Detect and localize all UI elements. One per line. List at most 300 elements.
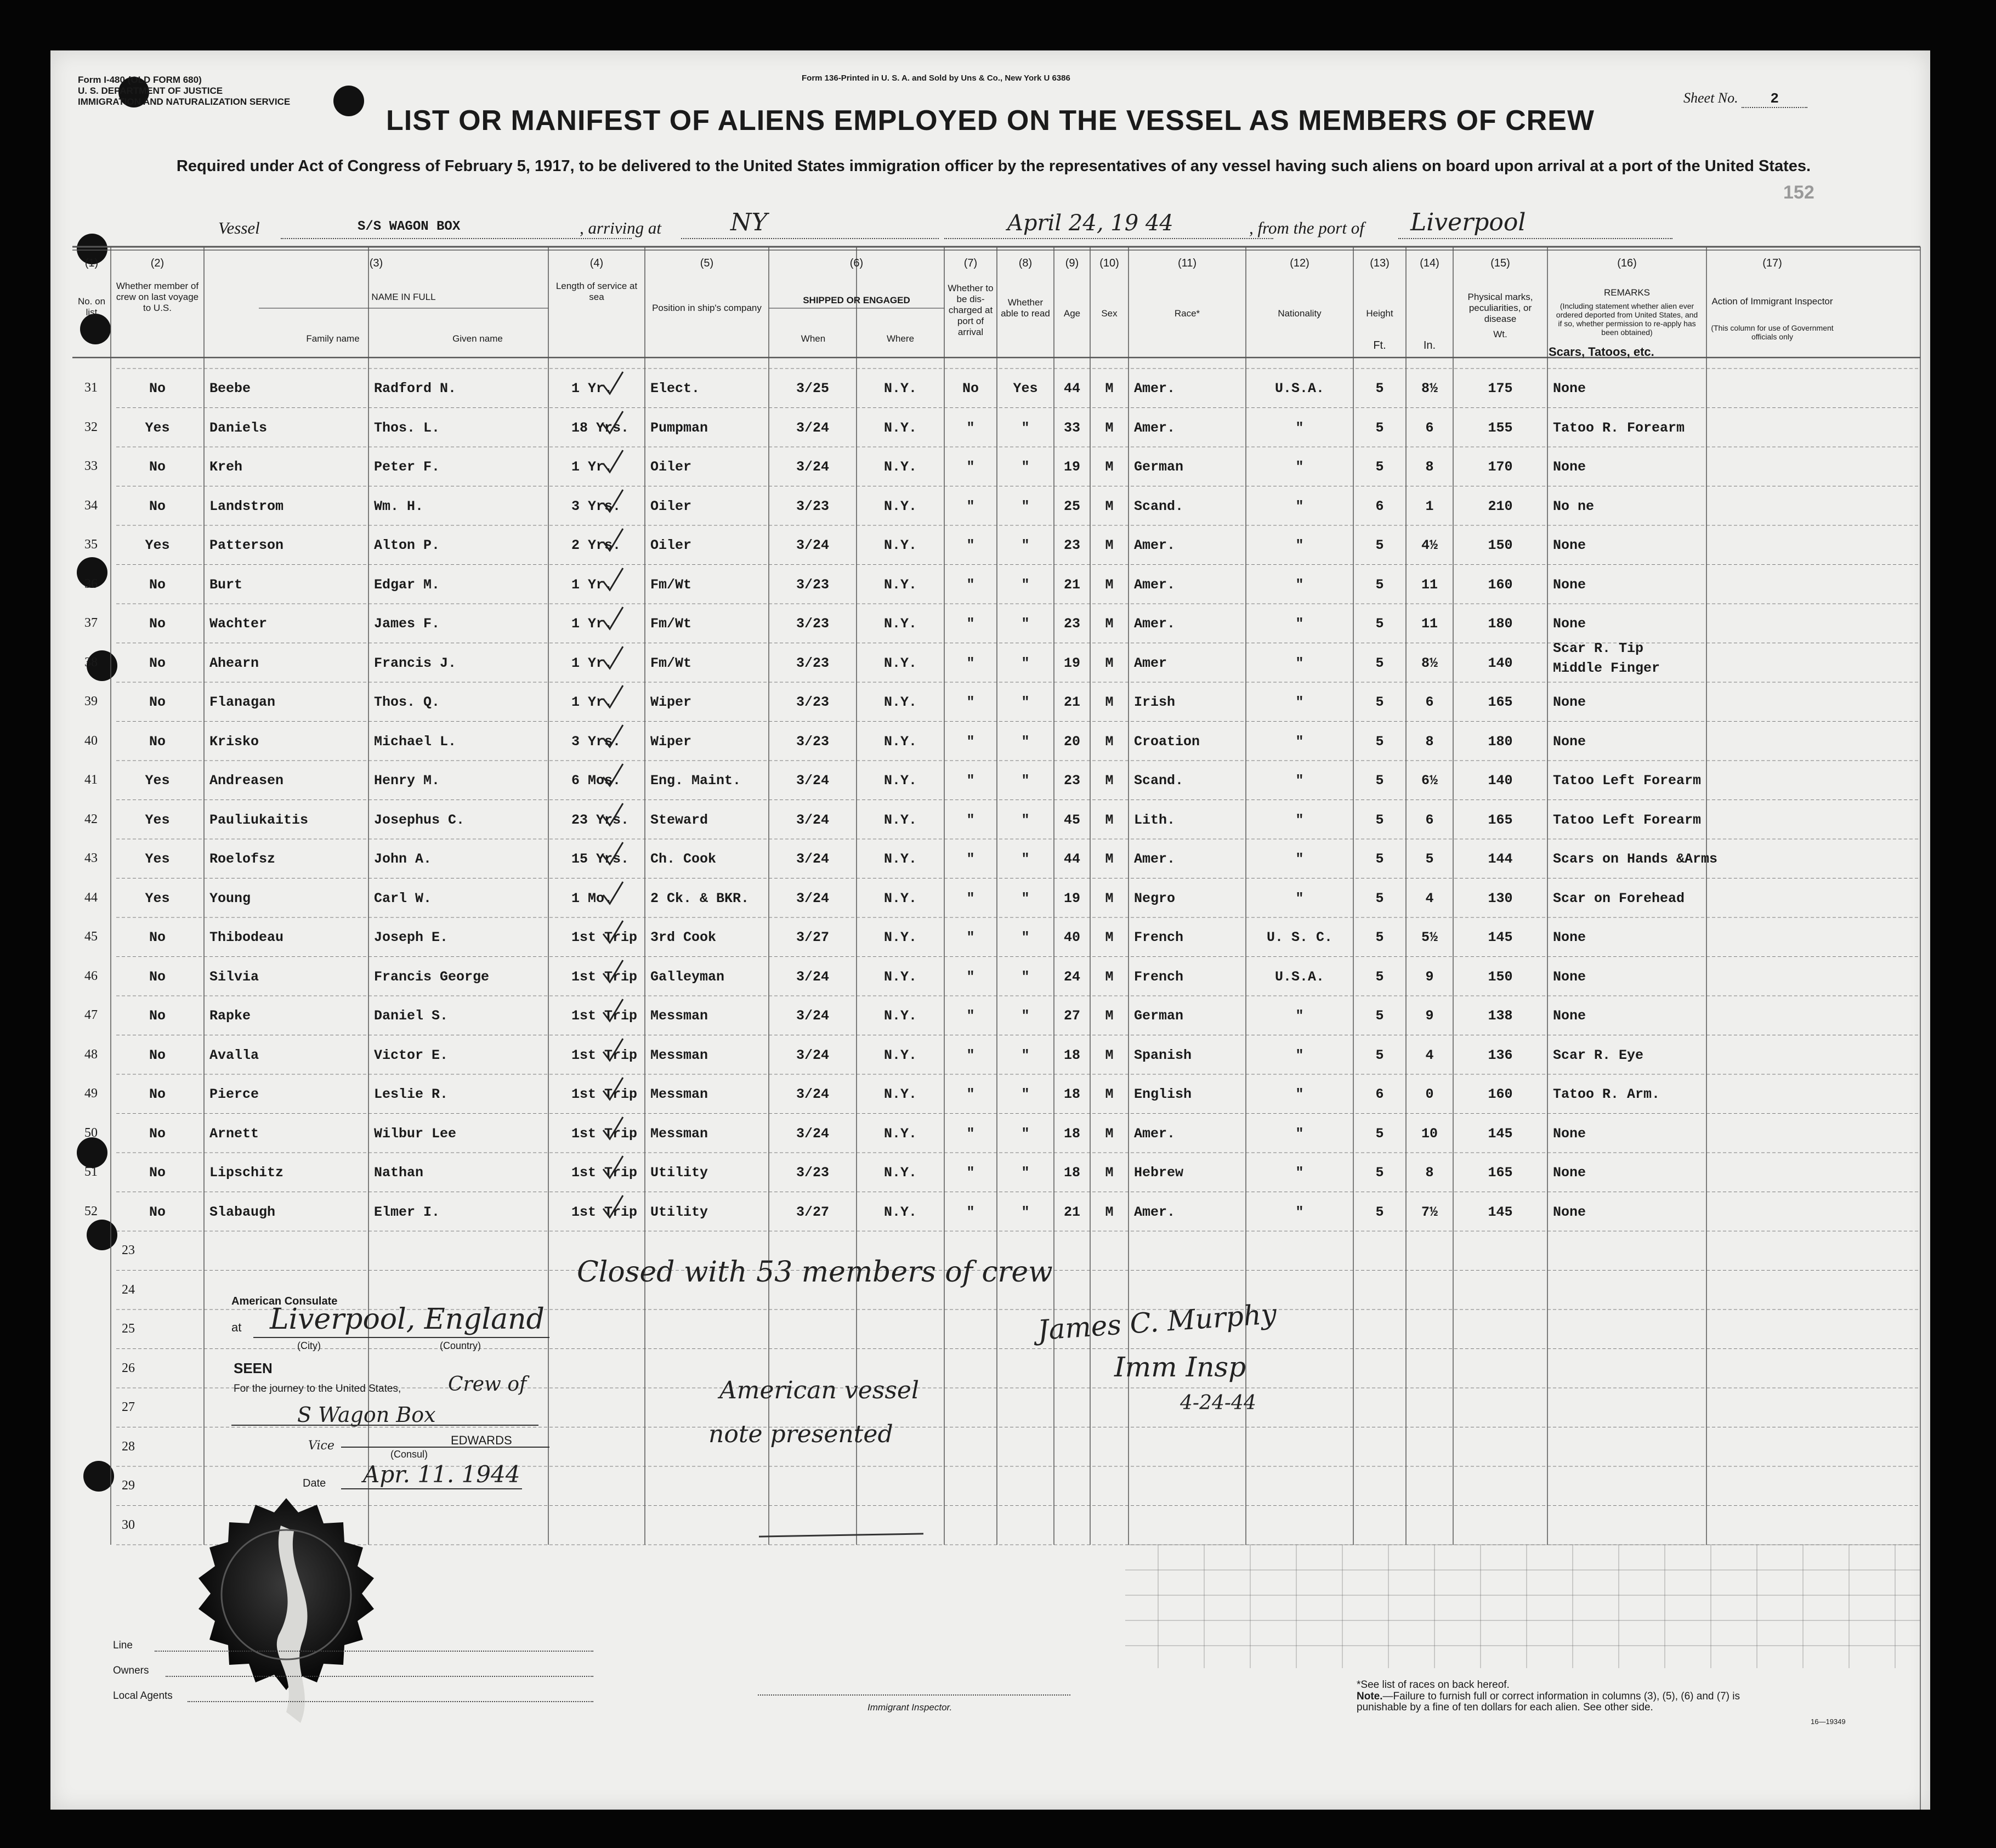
cell-read: " [1021, 616, 1030, 632]
cell-remarks: No ne [1553, 498, 1595, 514]
cell-read: " [1021, 420, 1030, 436]
cell-service: 1 Yr. [571, 459, 613, 475]
cell-disch: " [966, 812, 975, 828]
cell-read: " [1021, 929, 1030, 945]
checkmark-icon [602, 1194, 624, 1220]
cell-disch: " [966, 1165, 975, 1181]
column-number-c5: (5) [700, 257, 714, 269]
form-id: Form I-480 (OLD FORM 680) U. S. DEPARTMENT OF JUSTICE IMMIGRATION AND NATURALIZATION SERVICE [78, 75, 291, 107]
cell-sex: M [1105, 1047, 1114, 1063]
city-label: (City) [297, 1340, 321, 1351]
cell-ft: 5 [1375, 1204, 1384, 1220]
cell-where: N.Y. [883, 733, 917, 750]
empty-row-number: 29 [122, 1478, 135, 1493]
cell-family: Avalla [209, 1047, 259, 1063]
col-no-on-list: No. on list [77, 296, 106, 318]
consul-label: (Consul) [390, 1449, 428, 1460]
cell-prev: No [149, 1008, 166, 1024]
cell-no: 44 [84, 890, 98, 905]
col-height: Height [1366, 308, 1393, 319]
cell-prev: No [149, 1204, 166, 1220]
cell-wt: 210 [1488, 498, 1513, 514]
cell-disch: " [966, 929, 975, 945]
cell-service: 15 Yrs. [571, 851, 630, 867]
checkmark-icon [602, 528, 624, 553]
cell-when: 3/23 [796, 1165, 829, 1181]
cell-service: 1 Yr. [571, 655, 613, 671]
punch-hole [80, 314, 111, 344]
cell-read: " [1021, 1125, 1030, 1142]
cell-family: Pierce [209, 1086, 259, 1102]
cell-given: Josephus C. [374, 812, 465, 828]
cell-read: " [1021, 1008, 1030, 1024]
cell-wt: 150 [1488, 537, 1513, 553]
cell-prev: Yes [145, 851, 170, 867]
cell-where: N.Y. [883, 890, 917, 906]
cell-family: Kreh [209, 459, 243, 475]
cell-remarks: None [1553, 968, 1586, 985]
cell-where: N.Y. [883, 498, 917, 514]
cell-no: 50 [84, 1125, 98, 1140]
cell-in: 6 [1425, 694, 1434, 710]
cell-where: N.Y. [883, 812, 917, 828]
from-port-label: , from the port of [1249, 218, 1364, 237]
cell-remarks: None [1553, 537, 1586, 553]
cell-race: Negro [1134, 890, 1176, 906]
cell-age: 18 [1063, 1047, 1080, 1063]
cell-no: 48 [84, 1047, 98, 1062]
cell-when: 3/24 [796, 537, 829, 553]
checkmark-icon [602, 645, 624, 671]
cell-when: 3/24 [796, 420, 829, 436]
cell-no: 34 [84, 498, 98, 513]
consulate-city: Liverpool, England [270, 1303, 545, 1336]
cell-no: 42 [84, 812, 98, 826]
cell-where: N.Y. [883, 537, 917, 553]
cell-ft: 5 [1375, 1008, 1384, 1024]
cell-disch: " [966, 616, 975, 632]
cell-prev: No [149, 968, 166, 985]
footer-owners-label: Owners [113, 1665, 149, 1676]
cell-service: 1st Trip [571, 1125, 638, 1142]
empty-row-number: 27 [122, 1400, 135, 1414]
vice-label: Vice [308, 1439, 334, 1453]
journey-label: For the journey to the United States, [234, 1383, 401, 1394]
cell-nat: " [1295, 733, 1304, 750]
checkmark-icon [602, 410, 624, 435]
cell-service: 1st Trip [571, 1086, 638, 1102]
cell-given: Edgar M. [374, 576, 440, 593]
cell-prev: No [149, 459, 166, 475]
cell-read: " [1021, 890, 1030, 906]
page-stamp: 152 [1783, 182, 1814, 203]
cell-remarks: Tatoo R. Forearm [1553, 420, 1685, 436]
cell-given: Peter F. [374, 459, 440, 475]
cell-age: 18 [1063, 1086, 1080, 1102]
cell-position: Messman [650, 1047, 708, 1063]
cell-read: " [1021, 1086, 1030, 1102]
cell-when: 3/23 [796, 498, 829, 514]
column-number-c3: (3) [369, 257, 383, 269]
consulate-heading: American Consulate [231, 1295, 338, 1307]
cell-race: Croation [1134, 733, 1200, 750]
journey-vessel: S Wagon Box [297, 1403, 436, 1427]
cell-remarks: None [1553, 1165, 1586, 1181]
cell-position: Oiler [650, 498, 692, 514]
cell-sex: M [1105, 929, 1114, 945]
cell-family: Krisko [209, 733, 259, 750]
cell-prev: No [149, 616, 166, 632]
sheet-number-value: 2 [1742, 90, 1807, 108]
cell-sex: M [1105, 616, 1114, 632]
empty-row-number: 30 [122, 1517, 135, 1532]
cell-no: 52 [84, 1204, 98, 1218]
cell-no: 41 [84, 773, 98, 787]
col-position: Position in ship's company [652, 303, 762, 313]
cell-position: Utility [650, 1204, 708, 1220]
cell-service: 1 Mo. [571, 890, 613, 906]
cell-sex: M [1105, 537, 1114, 553]
cell-disch: " [966, 420, 975, 436]
cell-remarks: None [1553, 733, 1586, 750]
cell-nat: " [1295, 851, 1304, 867]
cell-in: 4½ [1421, 537, 1438, 553]
cell-age: 19 [1063, 655, 1080, 671]
col-where: Where [886, 333, 915, 344]
cell-wt: 165 [1488, 694, 1513, 710]
cell-where: N.Y. [883, 1204, 917, 1220]
cell-nat: " [1295, 1165, 1304, 1181]
col-race: Race* [1174, 308, 1200, 319]
cell-wt: 136 [1488, 1047, 1513, 1063]
cell-disch: " [966, 851, 975, 867]
checkmark-icon [602, 489, 624, 514]
cell-age: 40 [1063, 929, 1080, 945]
cell-age: 25 [1063, 498, 1080, 514]
cell-given: Michael L. [374, 733, 457, 750]
cell-family: Andreasen [209, 773, 284, 789]
closed-note: Closed with 53 members of crew [577, 1256, 1053, 1289]
cell-read: " [1021, 733, 1030, 750]
cell-position: Utility [650, 1165, 708, 1181]
cell-sex: M [1105, 773, 1114, 789]
cell-age: 45 [1063, 812, 1080, 828]
cell-in: 4 [1425, 1047, 1434, 1063]
cell-age: 21 [1063, 1204, 1080, 1220]
cell-nat: U.S.A. [1274, 968, 1324, 985]
col-when: When [801, 333, 826, 344]
cell-sex: M [1105, 968, 1114, 985]
cell-nat: " [1295, 537, 1304, 553]
column-number-c14: (14) [1420, 257, 1439, 269]
empty-row-number: 25 [122, 1322, 135, 1336]
cell-race: Amer. [1134, 576, 1176, 593]
cell-wt: 180 [1488, 733, 1513, 750]
cell-given: Nathan [374, 1165, 424, 1181]
cell-disch: " [966, 459, 975, 475]
cell-where: N.Y. [883, 694, 917, 710]
cell-service: 1 Yr. [571, 381, 613, 396]
immigrant-inspector-label: Immigrant Inspector. [867, 1702, 952, 1713]
cell-family: Rapke [209, 1008, 251, 1024]
col-family-name: Family name [306, 333, 360, 344]
cell-in: 8 [1425, 733, 1434, 750]
cell-no: 37 [84, 616, 98, 630]
cell-race: Scand. [1134, 773, 1184, 789]
cell-read: " [1021, 498, 1030, 514]
cell-nat: U. S. C. [1266, 929, 1333, 945]
cell-ft: 5 [1375, 537, 1384, 553]
cell-age: 44 [1063, 851, 1080, 867]
cell-ft: 5 [1375, 420, 1384, 436]
cell-nat: " [1295, 1204, 1304, 1220]
cell-disch: " [966, 1008, 975, 1024]
cell-in: 6 [1425, 420, 1434, 436]
cell-where: N.Y. [883, 968, 917, 985]
cell-given: Thos. Q. [374, 694, 440, 710]
cell-age: 21 [1063, 576, 1080, 593]
cell-sex: M [1105, 381, 1114, 396]
cell-race: Hebrew [1134, 1165, 1184, 1181]
col-scars: Scars, Tatoos, etc. [1549, 345, 1654, 359]
cell-position: 2 Ck. & BKR. [650, 890, 750, 906]
cell-no: 38 [84, 655, 98, 670]
col-height-in: In. [1423, 339, 1436, 352]
cell-wt: 170 [1488, 459, 1513, 475]
cell-service: 1st Trip [571, 1047, 638, 1063]
cell-where: N.Y. [883, 1008, 917, 1024]
cell-age: 23 [1063, 537, 1080, 553]
cell-age: 21 [1063, 694, 1080, 710]
journey-crew: Crew of [448, 1373, 527, 1396]
cell-given: Francis George [374, 968, 490, 985]
consulate-date: Apr. 11. 1944 [363, 1461, 520, 1488]
cell-prev: No [149, 694, 166, 710]
column-number-c6: (6) [849, 257, 864, 269]
cell-no: 46 [84, 968, 98, 983]
cell-race: Amer. [1134, 851, 1176, 867]
cell-when: 3/27 [796, 1204, 829, 1220]
column-number-c9: (9) [1065, 257, 1079, 269]
cell-ft: 5 [1375, 733, 1384, 750]
date-label: Date [303, 1477, 326, 1489]
cell-family: Flanagan [209, 694, 276, 710]
cell-given: James F. [374, 616, 440, 632]
cell-where: N.Y. [883, 851, 917, 867]
cell-no: 49 [84, 1086, 98, 1101]
cell-given: Wilbur Lee [374, 1125, 457, 1142]
cell-position: Fm/Wt [650, 616, 692, 632]
cell-remarks: Tatoo Left Forearm [1553, 812, 1702, 828]
cell-disch: " [966, 576, 975, 593]
cell-wt: 145 [1488, 1125, 1513, 1142]
cell-nat: " [1295, 694, 1304, 710]
cell-when: 3/24 [796, 459, 829, 475]
cell-service: 1 Yr. [571, 694, 613, 710]
cell-when: 3/24 [796, 812, 829, 828]
col-sex: Sex [1101, 308, 1118, 319]
cell-service: 3 Yrs. [571, 733, 621, 750]
page-title: LIST OR MANIFEST OF ALIENS EMPLOYED ON THE VESSEL AS MEMBERS OF CREW [386, 105, 1595, 137]
empty-row-number: 26 [122, 1361, 135, 1375]
consul-name: EDWARDS [451, 1433, 512, 1447]
cell-ft: 5 [1375, 1047, 1384, 1063]
cell-position: Messman [650, 1008, 708, 1024]
cell-when: 3/24 [796, 1086, 829, 1102]
column-number-c7: (7) [963, 257, 978, 269]
cell-service: 1st Trip [571, 1008, 638, 1024]
cell-service: 1 Yr. [571, 616, 613, 632]
cell-race: Amer. [1134, 616, 1176, 632]
cell-age: 23 [1063, 616, 1080, 632]
cell-prev: No [149, 1125, 166, 1142]
cell-given: Carl W. [374, 890, 432, 906]
cell-given: John A. [374, 851, 432, 867]
cell-age: 44 [1063, 381, 1080, 396]
column-number-c16: (16) [1617, 257, 1637, 269]
cell-disch: " [966, 1204, 975, 1220]
cell-sex: M [1105, 851, 1114, 867]
cell-no: 45 [84, 929, 98, 944]
cell-prev: No [149, 498, 166, 514]
cell-given: Daniel S. [374, 1008, 449, 1024]
cell-disch: " [966, 694, 975, 710]
cell-no: 33 [84, 459, 98, 473]
cell-read: " [1021, 773, 1030, 789]
cell-wt: 165 [1488, 1165, 1513, 1181]
cell-race: French [1134, 929, 1184, 945]
cell-nat: " [1295, 576, 1304, 593]
arriving-value: NY [730, 208, 768, 236]
col-name-in-full: NAME IN FULL [371, 292, 436, 302]
cell-wt: 175 [1488, 381, 1513, 396]
cell-wt: 160 [1488, 576, 1513, 593]
cell-no: 51 [84, 1165, 98, 1179]
cell-ft: 5 [1375, 968, 1384, 985]
cell-nat: " [1295, 498, 1304, 514]
col-service: Length of service at sea [555, 281, 638, 302]
cell-wt: 144 [1488, 851, 1513, 867]
cell-prev: Yes [145, 890, 170, 906]
cell-remarks: Scar on Forehead [1553, 890, 1685, 906]
cell-nat: " [1295, 1047, 1304, 1063]
cell-sex: M [1105, 655, 1114, 671]
cell-remarks: Scar R. Eye [1553, 1047, 1644, 1063]
cell-service: 3 Yrs. [571, 498, 621, 514]
cell-where: N.Y. [883, 1047, 917, 1063]
cell-remarks: None [1553, 616, 1586, 632]
cell-wt: 150 [1488, 968, 1513, 985]
cell-read: " [1021, 655, 1030, 671]
cell-service: 18 Yrs. [571, 420, 630, 436]
cell-prev: Yes [145, 773, 170, 789]
column-number-c4: (4) [589, 257, 604, 269]
cell-disch: " [966, 1125, 975, 1142]
cell-when: 3/27 [796, 929, 829, 945]
cell-when: 3/24 [796, 1008, 829, 1024]
cell-position: Wiper [650, 733, 692, 750]
cell-race: French [1134, 968, 1184, 985]
cell-remarks: None [1553, 1125, 1586, 1142]
manifest-sheet [50, 50, 1930, 1810]
cell-in: 6 [1425, 812, 1434, 828]
cell-position: Ch. Cook [650, 851, 717, 867]
cell-when: 3/23 [796, 576, 829, 593]
cell-race: Amer. [1134, 537, 1176, 553]
cell-ft: 5 [1375, 616, 1384, 632]
col-remarks-note: (Including statement whether alien ever ordered deported from United States, and if so, whether permission to re-apply has been obtained) [1556, 302, 1698, 337]
cell-family: Slabaugh [209, 1204, 276, 1220]
inspector-date: 4-24-44 [1180, 1392, 1256, 1414]
pen-stroke [759, 1533, 923, 1537]
col-age: Age [1063, 308, 1081, 319]
cell-race: Amer. [1134, 381, 1176, 396]
footer-agents-label: Local Agents [113, 1690, 173, 1702]
cell-family: Daniels [209, 420, 268, 436]
cell-disch: " [966, 773, 975, 789]
fine-note: Note.—Failure to furnish full or correct information in columns (3), (5), (6) and (7) is punishable by a fine of ten dollars for each alien. See other side. [1357, 1691, 1740, 1713]
cell-age: 18 [1063, 1125, 1080, 1142]
cell-service: 23 Yrs. [571, 812, 630, 828]
cell-given: Alton P. [374, 537, 440, 553]
cell-read: " [1021, 851, 1030, 867]
cell-read: " [1021, 968, 1030, 985]
cell-given: Radford N. [374, 381, 457, 396]
cell-remarks: None [1553, 381, 1586, 396]
cell-nat: " [1295, 616, 1304, 632]
cell-where: N.Y. [883, 381, 917, 396]
cell-race: Amer. [1134, 420, 1176, 436]
cell-when: 3/23 [796, 616, 829, 632]
consulate-seal [177, 1493, 396, 1734]
cell-read: " [1021, 1047, 1030, 1063]
cell-read: " [1021, 694, 1030, 710]
cell-ft: 6 [1375, 1086, 1384, 1102]
cell-in: 8 [1425, 459, 1434, 475]
cell-in: 7½ [1421, 1204, 1438, 1220]
punch-hole [83, 1461, 114, 1492]
cell-service: 1st Trip [571, 1165, 638, 1181]
cell-prev: No [149, 733, 166, 750]
cell-sex: M [1105, 890, 1114, 906]
cell-when: 3/24 [796, 1125, 829, 1142]
checkmark-icon [602, 998, 624, 1023]
checkmark-icon [602, 763, 624, 788]
cell-nat: " [1295, 812, 1304, 828]
cell-race: Irish [1134, 694, 1176, 710]
cell-sex: M [1105, 733, 1114, 750]
cell-remarks: None [1553, 576, 1586, 593]
cell-in: 11 [1421, 616, 1438, 632]
cell-sex: M [1105, 1204, 1114, 1220]
checkmark-icon [602, 684, 624, 710]
checkmark-icon [602, 371, 624, 396]
cell-read: " [1021, 1165, 1030, 1181]
cell-nat: " [1295, 420, 1304, 436]
cell-when: 3/24 [796, 1047, 829, 1063]
cell-in: 10 [1421, 1125, 1438, 1142]
vessel-name: S/S WAGON BOX [358, 219, 461, 234]
cell-wt: 145 [1488, 1204, 1513, 1220]
cell-ft: 5 [1375, 381, 1384, 396]
cell-nat: " [1295, 1008, 1304, 1024]
cell-remarks: Scar R. Tip Middle Finger [1553, 640, 1660, 676]
cell-sex: M [1105, 420, 1114, 436]
cell-ft: 5 [1375, 851, 1384, 867]
column-number-c17: (17) [1762, 257, 1782, 269]
cell-remarks: None [1553, 1008, 1586, 1024]
cell-wt: 140 [1488, 655, 1513, 671]
